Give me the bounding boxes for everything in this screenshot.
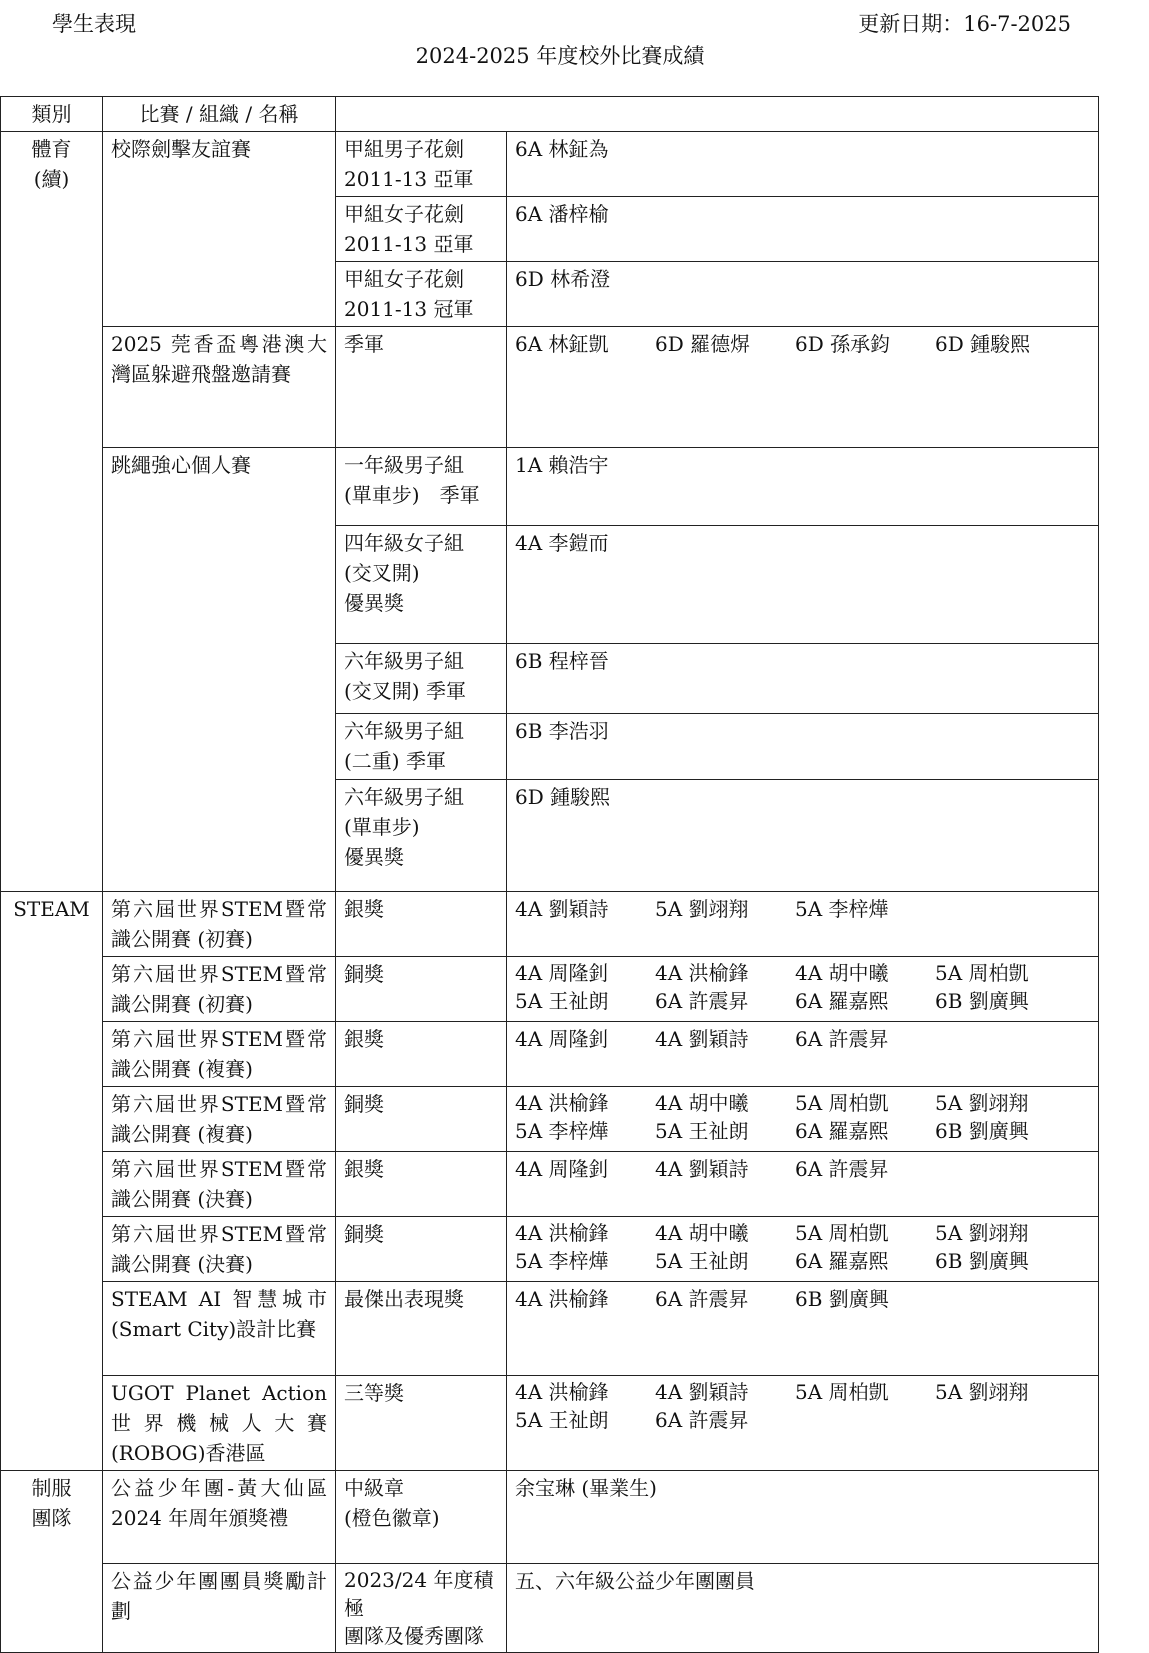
table-row [1, 957, 1099, 1022]
award-cell: 銀獎 [336, 1152, 507, 1217]
competition-name: 公益少年團團員獎勵計劃 [103, 1564, 336, 1653]
column-header-competition: 比賽 / 組織 / 名稱 [103, 97, 336, 132]
table-row [1, 1022, 1099, 1087]
competition-name: 第六屆世界STEM暨常識公開賽 (複賽) [103, 1022, 336, 1087]
students-cell: 1A 賴浩宇 [507, 448, 1099, 526]
students-cell: 五、六年級公益少年團團員 [507, 1564, 1099, 1653]
competition-name: 跳繩強心個人賽 [103, 448, 336, 892]
students-cell: 6A 潘梓榆 [507, 197, 1099, 262]
students-cell: 4A 劉穎詩 5A 劉翊翔 5A 李梓燁 [507, 892, 1099, 957]
table-row [1, 1471, 1099, 1564]
table-row [1, 1376, 1099, 1471]
students-cell: 4A 周隆釗 4A 劉穎詩 6A 許震昇 [507, 1152, 1099, 1217]
award-cell: 銅獎 [336, 1087, 507, 1152]
competition-name: 第六屆世界STEM暨常識公開賽 (複賽) [103, 1087, 336, 1152]
category-cell-sports: 體育 (續) [1, 132, 103, 892]
table-row [1, 1087, 1099, 1152]
column-header-category: 類別 [1, 97, 103, 132]
award-cell: 最傑出表現獎 [336, 1282, 507, 1376]
table-row [1, 327, 1099, 448]
table-header-row [1, 97, 1099, 132]
competition-name: 第六屆世界STEM暨常識公開賽 (初賽) [103, 957, 336, 1022]
table-row [1, 1217, 1099, 1282]
results-table [0, 96, 1099, 1653]
column-header-blank [336, 97, 1099, 132]
award-cell: 中級章 (橙色徽章) [336, 1471, 507, 1564]
award-cell: 四年級女子組 (交叉開) 優異獎 [336, 526, 507, 644]
students-cell: 6B 李浩羽 [507, 714, 1099, 780]
update-date: 更新日期：16-7-2025 [858, 12, 1071, 36]
students-cell: 4A 洪榆鋒 6A 許震昇 6B 劉廣興 [507, 1282, 1099, 1376]
award-cell: 季軍 [336, 327, 507, 448]
table-row [1, 132, 1099, 197]
competition-name: 公益少年團-黃大仙區 2024 年周年頒獎禮 [103, 1471, 336, 1564]
award-cell: 銀獎 [336, 1022, 507, 1087]
table-row [1, 1152, 1099, 1217]
students-cell: 4A 洪榆鋒 4A 胡中曦 5A 周柏凱 5A 劉翊翔 5A 李梓燁 5A 王祉朗 6A 羅嘉熙 6B 劉廣興 [507, 1217, 1099, 1282]
students-cell: 4A 洪榆鋒 4A 劉穎詩 5A 周柏凱 5A 劉翊翔 5A 王祉朗 6A 許震昇 [507, 1376, 1099, 1471]
competition-name: UGOT Planet Action 世界機械人大賽 (ROBOG)香港區 [103, 1376, 336, 1471]
award-cell: 甲組男子花劍 2011-13 亞軍 [336, 132, 507, 197]
document-title: 2024-2025 年度校外比賽成績 [415, 44, 705, 68]
award-cell: 六年級男子組 (單車步) 優異獎 [336, 780, 507, 892]
category-cell-uniform: 制服 團隊 [1, 1471, 103, 1653]
competition-name: 第六屆世界STEM暨常識公開賽 (初賽) [103, 892, 336, 957]
header-section-label: 學生表現 [52, 12, 136, 36]
award-cell: 銅獎 [336, 1217, 507, 1282]
award-cell: 一年級男子組 (單車步) 季軍 [336, 448, 507, 526]
students-cell: 4A 李鎧而 [507, 526, 1099, 644]
award-cell: 銀獎 [336, 892, 507, 957]
students-cell: 6B 程梓晉 [507, 644, 1099, 714]
award-cell: 六年級男子組 (二重) 季軍 [336, 714, 507, 780]
students-cell: 4A 洪榆鋒 4A 胡中曦 5A 周柏凱 5A 劉翊翔 5A 李梓燁 5A 王祉朗 6A 羅嘉熙 6B 劉廣興 [507, 1087, 1099, 1152]
award-cell: 2023/24 年度積極 團隊及優秀團隊 [336, 1564, 507, 1653]
award-cell: 甲組女子花劍 2011-13 冠軍 [336, 262, 507, 327]
award-cell: 三等獎 [336, 1376, 507, 1471]
table-row [1, 892, 1099, 957]
students-cell: 6D 林希澄 [507, 262, 1099, 327]
students-cell: 4A 周隆釗 4A 洪榆鋒 4A 胡中曦 5A 周柏凱 5A 王祉朗 6A 許震昇 6A 羅嘉熙 6B 劉廣興 [507, 957, 1099, 1022]
award-cell: 甲組女子花劍 2011-13 亞軍 [336, 197, 507, 262]
competition-name: 2025 莞香盃粵港澳大灣區躲避飛盤邀請賽 [103, 327, 336, 448]
students-cell: 4A 周隆釗 4A 劉穎詩 6A 許震昇 [507, 1022, 1099, 1087]
competition-name: 校際劍擊友誼賽 [103, 132, 336, 327]
competition-name: 第六屆世界STEM暨常識公開賽 (決賽) [103, 1152, 336, 1217]
category-cell-steam: STEAM [1, 892, 103, 1471]
students-cell: 6A 林鉦凱 6D 羅德焺 6D 孫承鈞 6D 鍾駿熙 [507, 327, 1099, 448]
students-cell: 6D 鍾駿熙 [507, 780, 1099, 892]
table-row [1, 448, 1099, 526]
students-cell: 余宝琳 (畢業生) [507, 1471, 1099, 1564]
award-cell: 六年級男子組 (交叉開) 季軍 [336, 644, 507, 714]
award-cell: 銅獎 [336, 957, 507, 1022]
competition-name: 第六屆世界STEM暨常識公開賽 (決賽) [103, 1217, 336, 1282]
students-cell: 6A 林鉦為 [507, 132, 1099, 197]
table-row [1, 1282, 1099, 1376]
table-row [1, 1564, 1099, 1653]
competition-name: STEAM AI 智慧城市(Smart City)設計比賽 [103, 1282, 336, 1376]
